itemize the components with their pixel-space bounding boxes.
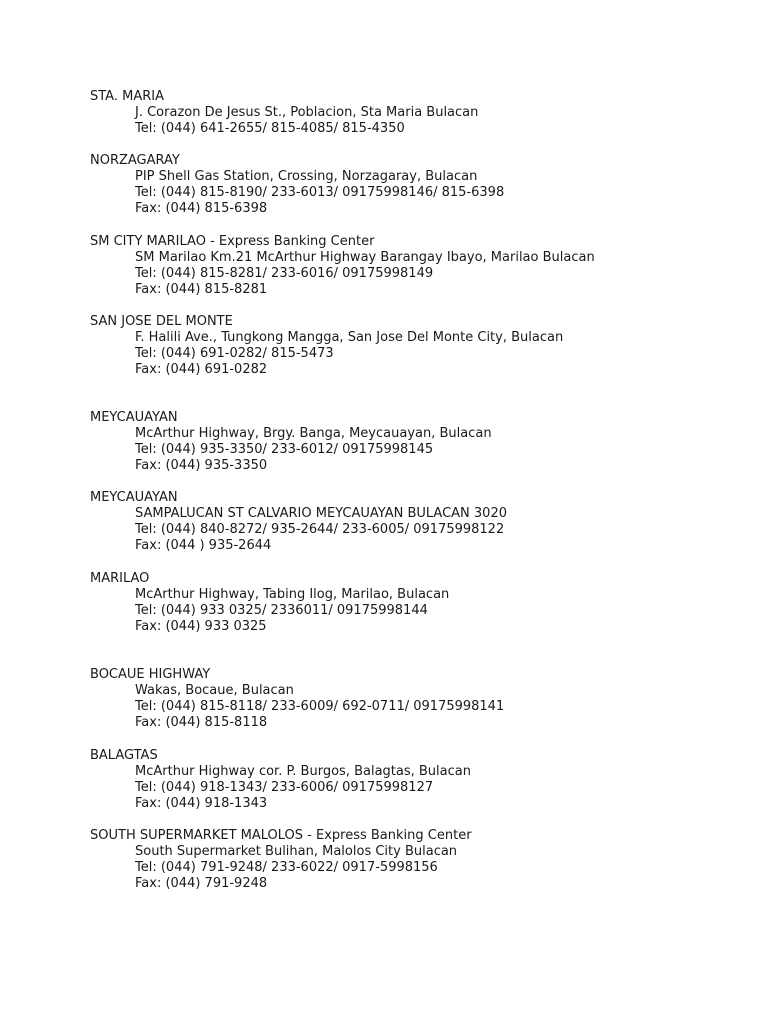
branch-entry <box>90 410 750 474</box>
branch-fax: Fax: (044) 918-1343 <box>135 796 268 811</box>
branch-entry <box>90 490 750 554</box>
branch-entry <box>90 314 750 378</box>
branch-name: BOCAUE HIGHWAY <box>90 667 211 682</box>
branch-tel: Tel: (044) 840-8272/ 935-2644/ 233-6005/ 09175998122 <box>135 522 505 537</box>
branch-name: SOUTH SUPERMARKET MALOLOS - Express Banking Center <box>90 828 472 843</box>
branch-entry <box>90 748 750 812</box>
branch-name: BALAGTAS <box>90 748 158 763</box>
branch-entry <box>90 828 750 892</box>
branch-name: SAN JOSE DEL MONTE <box>90 314 233 329</box>
branch-fax: Fax: (044) 691-0282 <box>135 362 268 377</box>
branch-address: F. Halili Ave., Tungkong Mangga, San Jose Del Monte City, Bulacan <box>135 330 564 345</box>
branch-tel: Tel: (044) 918-1343/ 233-6006/ 09175998127 <box>135 780 434 795</box>
branch-address: McArthur Highway cor. P. Burgos, Balagtas, Bulacan <box>135 764 471 779</box>
branch-entry <box>90 89 750 137</box>
branch-name: STA. MARIA <box>90 89 164 104</box>
branch-tel: Tel: (044) 933 0325/ 2336011/ 09175998144 <box>135 603 428 618</box>
branch-address: McArthur Highway, Tabing Ilog, Marilao, Bulacan <box>135 587 450 602</box>
branch-fax: Fax: (044) 815-6398 <box>135 201 268 216</box>
branch-fax: Fax: (044) 815-8118 <box>135 715 268 730</box>
branch-tel: Tel: (044) 791-9248/ 233-6022/ 0917-5998156 <box>135 860 438 875</box>
branch-address: SM Marilao Km.21 McArthur Highway Barangay Ibayo, Marilao Bulacan <box>135 250 595 265</box>
branch-fax: Fax: (044) 935-3350 <box>135 458 268 473</box>
branch-tel: Tel: (044) 641-2655/ 815-4085/ 815-4350 <box>135 121 405 136</box>
branch-fax: Fax: (044) 815-8281 <box>135 282 268 297</box>
branch-address: PIP Shell Gas Station, Crossing, Norzagaray, Bulacan <box>135 169 478 184</box>
branch-tel: Tel: (044) 815-8190/ 233-6013/ 09175998146/ 815-6398 <box>135 185 505 200</box>
branch-entry <box>90 153 750 217</box>
branch-tel: Tel: (044) 815-8281/ 233-6016/ 09175998149 <box>135 266 434 281</box>
branch-name: MARILAO <box>90 571 150 586</box>
branch-fax: Fax: (044) 933 0325 <box>135 619 267 634</box>
branch-fax: Fax: (044) 791-9248 <box>135 876 268 891</box>
branch-tel: Tel: (044) 815-8118/ 233-6009/ 692-0711/ 09175998141 <box>135 699 505 714</box>
branch-name: SM CITY MARILAO - Express Banking Center <box>90 234 375 249</box>
branch-entry <box>90 234 750 298</box>
branch-address: McArthur Highway, Brgy. Banga, Meycauayan, Bulacan <box>135 426 492 441</box>
branch-address: Wakas, Bocaue, Bulacan <box>135 683 294 698</box>
branch-address: J. Corazon De Jesus St., Poblacion, Sta Maria Bulacan <box>135 105 479 120</box>
branch-fax: Fax: (044 ) 935-2644 <box>135 538 272 553</box>
branch-entry <box>90 667 750 731</box>
branch-tel: Tel: (044) 935-3350/ 233-6012/ 09175998145 <box>135 442 434 457</box>
branch-address: South Supermarket Bulihan, Malolos City Bulacan <box>135 844 458 859</box>
branch-address: SAMPALUCAN ST CALVARIO MEYCAUAYAN BULACAN 3020 <box>135 506 507 521</box>
branch-name: MEYCAUAYAN <box>90 410 178 425</box>
branch-name: MEYCAUAYAN <box>90 490 178 505</box>
branch-entry <box>90 571 750 635</box>
branch-tel: Tel: (044) 691-0282/ 815-5473 <box>135 346 334 361</box>
branch-name: NORZAGARAY <box>90 153 180 168</box>
